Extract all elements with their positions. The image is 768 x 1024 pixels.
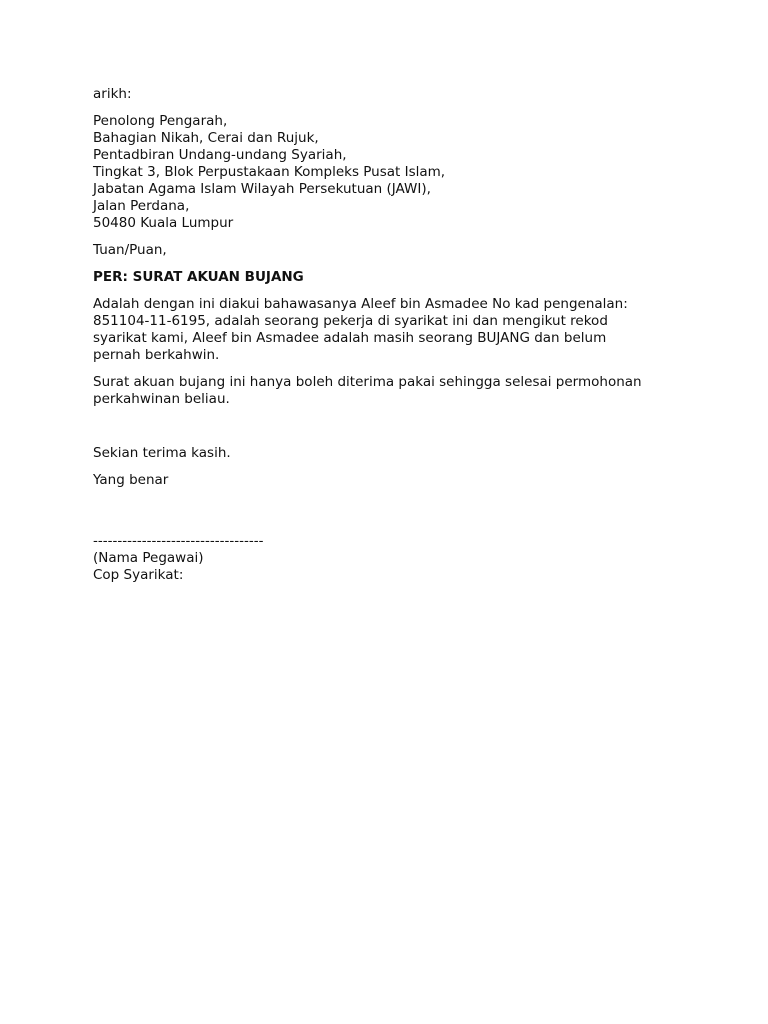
recipient-line: 50480 Kuala Lumpur <box>93 215 234 231</box>
body-line: pernah berkahwin. <box>93 347 220 363</box>
thanks-text: Sekian terima kasih. <box>93 445 231 461</box>
subject-text: PER: SURAT AKUAN BUJANG <box>93 269 304 285</box>
spacer <box>93 418 683 445</box>
sign-off-text: Yang benar <box>93 472 169 488</box>
date-label: arikh: <box>93 86 132 102</box>
signature-block <box>93 533 683 584</box>
recipient-line: Pentadbiran Undang-undang Syariah, <box>93 147 347 163</box>
recipient-line: Tingkat 3, Blok Perpustakaan Kompleks Pusat Islam, <box>93 164 446 180</box>
body-line: 851104-11-6195, adalah seorang pekerja di syarikat ini dan mengikut rekod <box>93 313 608 329</box>
spacer <box>93 499 683 533</box>
date-line <box>93 86 683 103</box>
recipient-line: Penolong Pengarah, <box>93 113 228 129</box>
recipient-address <box>93 113 683 232</box>
body-line: Adalah dengan ini diakui bahawasanya Aleef bin Asmadee No kad pengenalan: <box>93 296 628 312</box>
salutation-text: Tuan/Puan, <box>93 242 167 258</box>
closing-thanks <box>93 445 683 462</box>
letter-document <box>93 86 683 584</box>
body-line: Surat akuan bujang ini hanya boleh diterima pakai sehingga selesai permohonan <box>93 374 642 390</box>
signatory-name: (Nama Pegawai) <box>93 550 204 566</box>
closing-sign-off <box>93 472 683 489</box>
recipient-line: Bahagian Nikah, Cerai dan Rujuk, <box>93 130 319 146</box>
subject-heading <box>93 269 683 286</box>
salutation <box>93 242 683 259</box>
signature-line: ----------------------------------- <box>93 533 264 549</box>
body-paragraph-1 <box>93 296 683 364</box>
body-paragraph-2 <box>93 374 683 408</box>
body-line: perkahwinan beliau. <box>93 391 230 407</box>
recipient-line: Jalan Perdana, <box>93 198 190 214</box>
body-line: syarikat kami, Aleef bin Asmadee adalah masih seorang BUJANG dan belum <box>93 330 607 346</box>
company-stamp-label: Cop Syarikat: <box>93 567 184 583</box>
recipient-line: Jabatan Agama Islam Wilayah Persekutuan (JAWI), <box>93 181 431 197</box>
